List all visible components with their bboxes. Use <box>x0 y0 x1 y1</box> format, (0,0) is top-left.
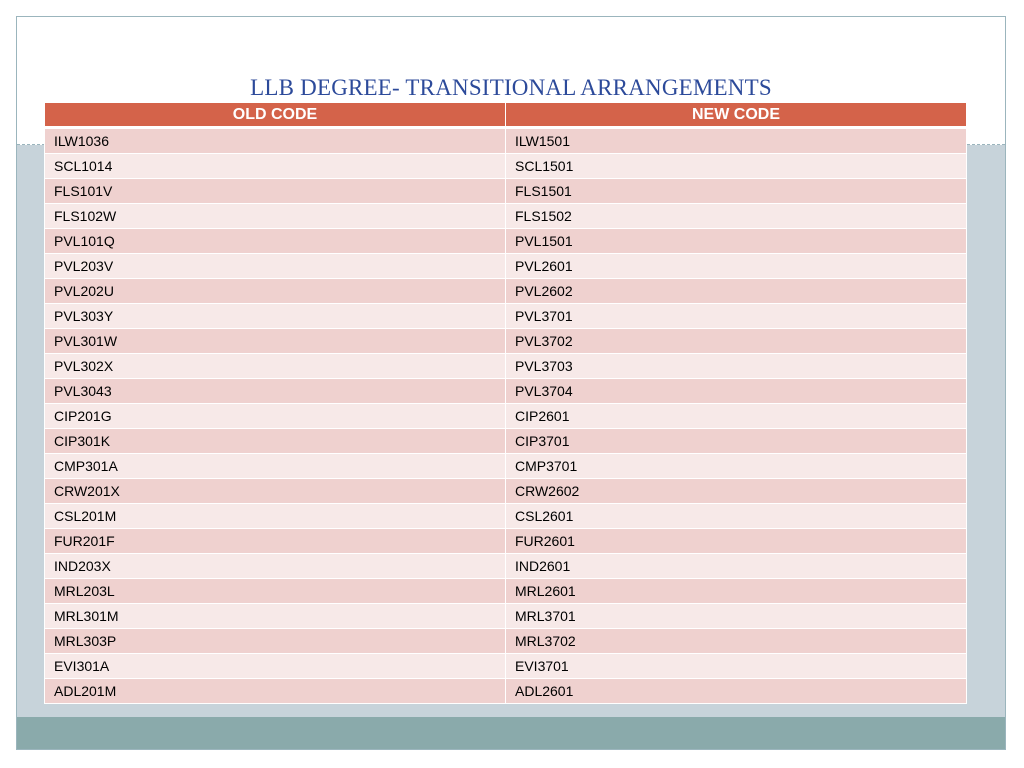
table-row <box>45 404 967 429</box>
old-code-cell: ILW1036 <box>45 128 506 154</box>
new-code-cell: ADL2601 <box>506 679 967 704</box>
table-row <box>45 554 967 579</box>
table-row <box>45 354 967 379</box>
table-row <box>45 204 967 229</box>
new-code-cell: SCL1501 <box>506 154 967 179</box>
old-code-cell: MRL203L <box>45 579 506 604</box>
table-row <box>45 654 967 679</box>
old-code-cell: CIP201G <box>45 404 506 429</box>
new-code-cell: CMP3701 <box>506 454 967 479</box>
old-code-cell: IND203X <box>45 554 506 579</box>
table-header-row <box>45 103 967 128</box>
new-code-cell: EVI3701 <box>506 654 967 679</box>
old-code-header: OLD CODE <box>45 103 506 128</box>
old-code-cell: ADL201M <box>45 679 506 704</box>
slide-title: LLB DEGREE- TRANSITIONAL ARRANGEMENTS <box>250 75 772 100</box>
old-code-cell: CMP301A <box>45 454 506 479</box>
new-code-cell: FLS1502 <box>506 204 967 229</box>
new-code-cell: FLS1501 <box>506 179 967 204</box>
old-code-cell: PVL302X <box>45 354 506 379</box>
old-code-cell: PVL301W <box>45 329 506 354</box>
old-code-cell: PVL3043 <box>45 379 506 404</box>
old-code-cell: SCL1014 <box>45 154 506 179</box>
table-row <box>45 128 967 154</box>
old-code-cell: MRL303P <box>45 629 506 654</box>
new-code-cell: CRW2602 <box>506 479 967 504</box>
table-row <box>45 304 967 329</box>
new-code-cell: CSL2601 <box>506 504 967 529</box>
table-row <box>45 229 967 254</box>
new-code-cell: IND2601 <box>506 554 967 579</box>
new-code-cell: ILW1501 <box>506 128 967 154</box>
table-row <box>45 429 967 454</box>
table-row <box>45 604 967 629</box>
old-code-cell: CSL201M <box>45 504 506 529</box>
old-code-cell: FLS102W <box>45 204 506 229</box>
table-row <box>45 329 967 354</box>
new-code-cell: MRL3701 <box>506 604 967 629</box>
table-row <box>45 529 967 554</box>
old-code-cell: PVL202U <box>45 279 506 304</box>
old-code-cell: CIP301K <box>45 429 506 454</box>
table-row <box>45 454 967 479</box>
table-row <box>45 379 967 404</box>
new-code-cell: CIP3701 <box>506 429 967 454</box>
new-code-cell: FUR2601 <box>506 529 967 554</box>
code-table <box>44 102 967 704</box>
new-code-cell: PVL3704 <box>506 379 967 404</box>
footer-band <box>17 717 1005 750</box>
table-row <box>45 629 967 654</box>
new-code-cell: PVL2601 <box>506 254 967 279</box>
new-code-cell: MRL3702 <box>506 629 967 654</box>
old-code-cell: PVL203V <box>45 254 506 279</box>
table-row <box>45 679 967 704</box>
slide <box>16 16 1006 750</box>
table-row <box>45 254 967 279</box>
new-code-cell: PVL3703 <box>506 354 967 379</box>
table-row <box>45 179 967 204</box>
old-code-cell: PVL303Y <box>45 304 506 329</box>
table-row <box>45 154 967 179</box>
old-code-cell: EVI301A <box>45 654 506 679</box>
old-code-cell: PVL101Q <box>45 229 506 254</box>
new-code-cell: PVL2602 <box>506 279 967 304</box>
old-code-cell: FLS101V <box>45 179 506 204</box>
new-code-header: NEW CODE <box>506 103 967 128</box>
new-code-cell: MRL2601 <box>506 579 967 604</box>
new-code-cell: PVL3701 <box>506 304 967 329</box>
table-row <box>45 279 967 304</box>
old-code-cell: MRL301M <box>45 604 506 629</box>
new-code-cell: CIP2601 <box>506 404 967 429</box>
table-row <box>45 479 967 504</box>
old-code-cell: FUR201F <box>45 529 506 554</box>
table-row <box>45 579 967 604</box>
old-code-cell: CRW201X <box>45 479 506 504</box>
table-body <box>45 128 967 704</box>
table-row <box>45 504 967 529</box>
new-code-cell: PVL3702 <box>506 329 967 354</box>
new-code-cell: PVL1501 <box>506 229 967 254</box>
